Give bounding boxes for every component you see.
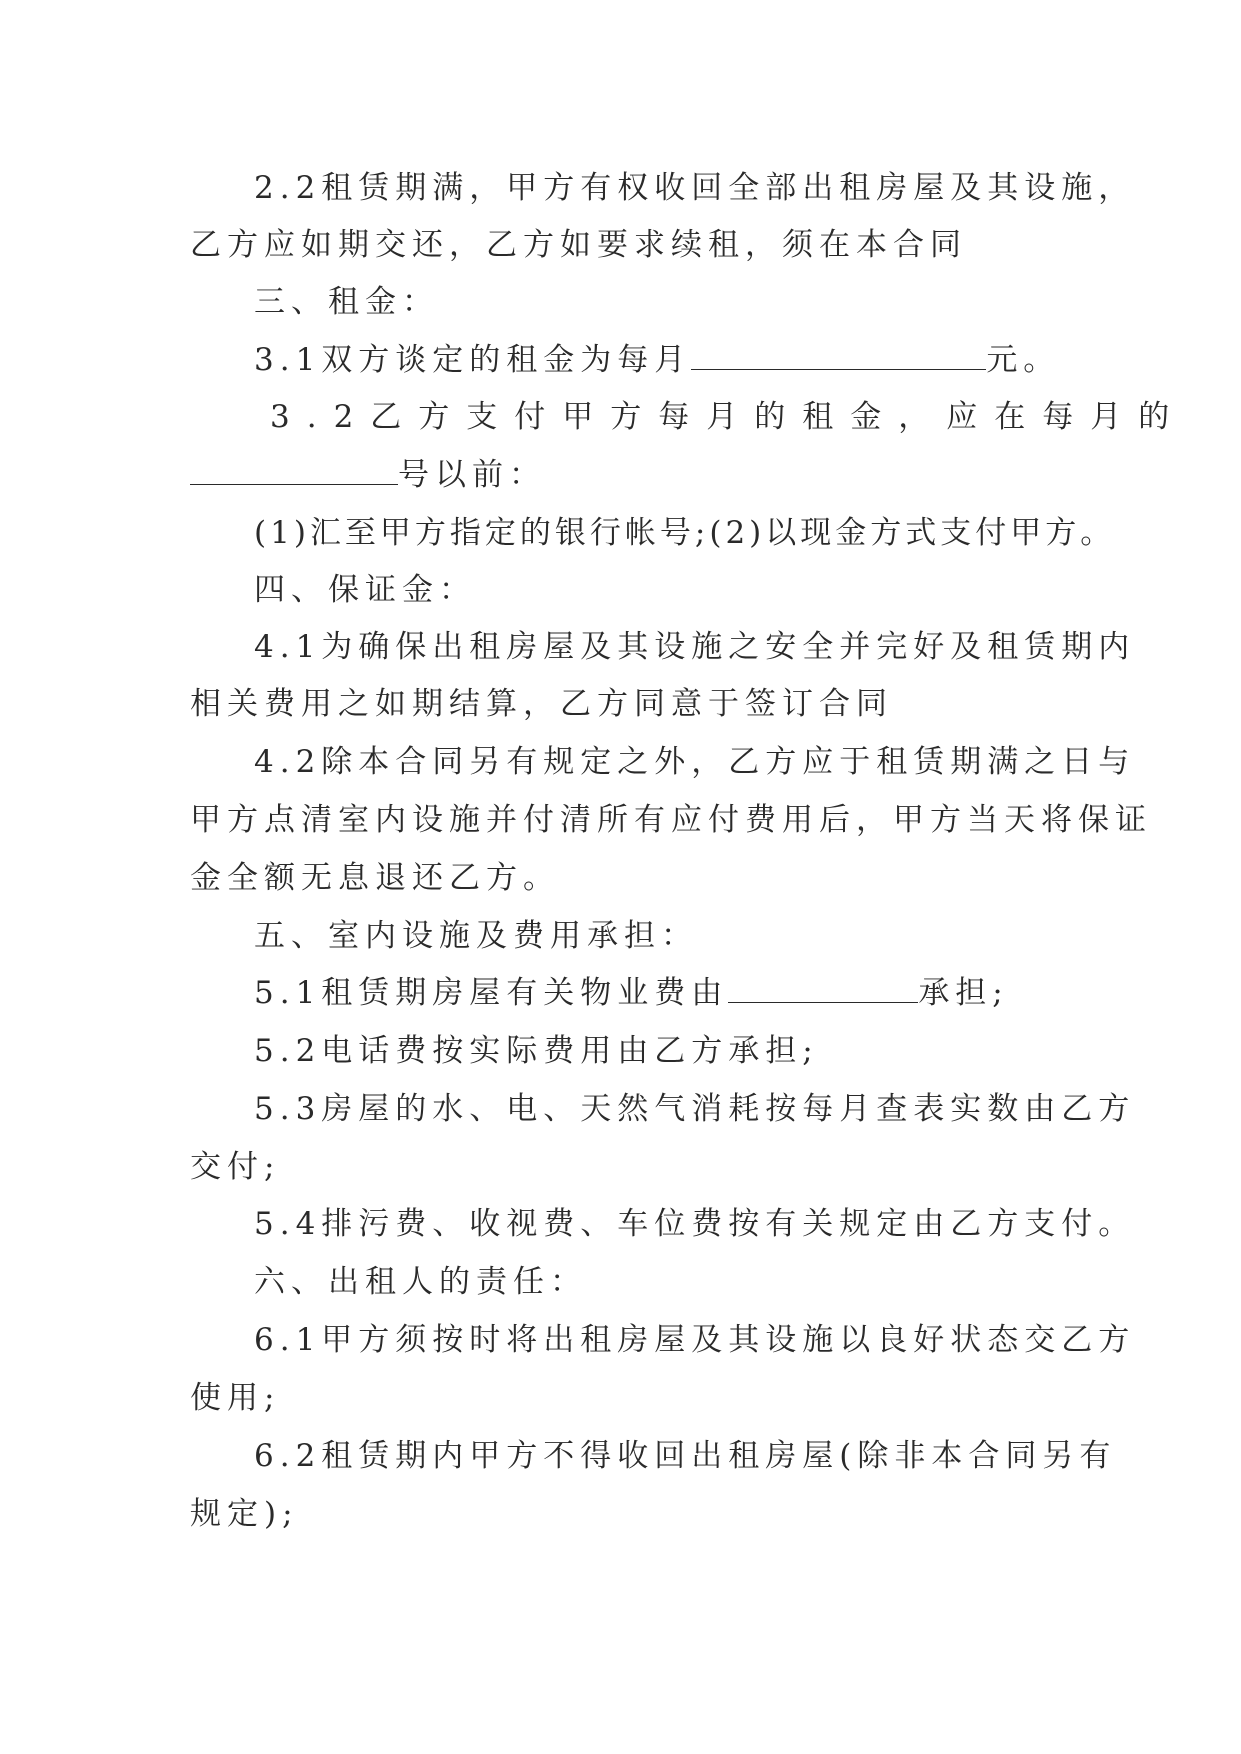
rent-amount-blank xyxy=(691,341,986,370)
clause-4-1-line-1: 4.1为确保出租房屋及其设施之安全并完好及租赁期内 xyxy=(254,629,1136,665)
section-3-heading: 三、租金： xyxy=(254,284,439,320)
clause-5-3-line-1: 5.3房屋的水、电、天然气消耗按每月查表实数由乙方 xyxy=(254,1091,1136,1127)
clause-6-1-line-1: 6.1甲方须按时将出租房屋及其设施以良好状态交乙方 xyxy=(254,1322,1136,1358)
clause-2-2-line-2: 乙方应如期交还，乙方如要求续租，须在本合同 xyxy=(190,227,967,263)
clause-5-1-end: 承担; xyxy=(918,975,1009,1011)
clause-3-1-text: 3.1双方谈定的租金为每月 xyxy=(254,342,692,378)
clause-4-2-line-1: 4.2除本合同另有规定之外，乙方应于租赁期满之日与 xyxy=(254,744,1136,780)
clause-4-2-line-3: 金全额无息退还乙方。 xyxy=(190,860,560,896)
clause-3-2-text: 号以前： xyxy=(398,457,546,493)
property-fee-payer-blank xyxy=(728,974,918,1003)
clause-5-4: 5.4排污费、收视费、车位费按有关规定由乙方支付。 xyxy=(254,1206,1136,1242)
clause-3-2-line-1: 3.2乙方支付甲方每月的租金，应在每月的 xyxy=(270,399,1187,435)
clause-3-1 xyxy=(254,340,1060,380)
section-4-heading: 四、保证金： xyxy=(254,572,476,608)
clause-6-2-line-1: 6.2租赁期内甲方不得收回出租房屋(除非本合同另有 xyxy=(254,1438,1117,1474)
clause-5-1-text: 5.1租赁期房屋有关物业费由 xyxy=(254,975,729,1011)
clause-5-1 xyxy=(254,973,1009,1013)
payment-methods: (1)汇至甲方指定的银行帐号;(2)以现金方式支付甲方。 xyxy=(254,515,1116,551)
clause-3-2-line-2 xyxy=(190,455,546,495)
clause-4-1-line-2: 相关费用之如期结算，乙方同意于签订合同 xyxy=(190,686,893,722)
clause-6-2-line-2: 规定); xyxy=(190,1496,299,1532)
clause-6-1-line-2: 使用; xyxy=(190,1380,281,1416)
clause-3-1-unit: 元。 xyxy=(986,342,1061,378)
clause-5-2: 5.2电话费按实际费用由乙方承担; xyxy=(254,1033,819,1069)
clause-2-2-line-1: 2.2租赁期满，甲方有权收回全部出租房屋及其设施， xyxy=(254,170,1136,206)
section-5-heading: 五、室内设施及费用承担： xyxy=(254,918,698,954)
section-6-heading: 六、出租人的责任： xyxy=(254,1264,587,1300)
clause-4-2-line-2: 甲方点清室内设施并付清所有应付费用后，甲方当天将保证 xyxy=(190,802,1152,838)
payment-day-blank xyxy=(190,456,398,485)
clause-5-3-line-2: 交付; xyxy=(190,1149,281,1185)
